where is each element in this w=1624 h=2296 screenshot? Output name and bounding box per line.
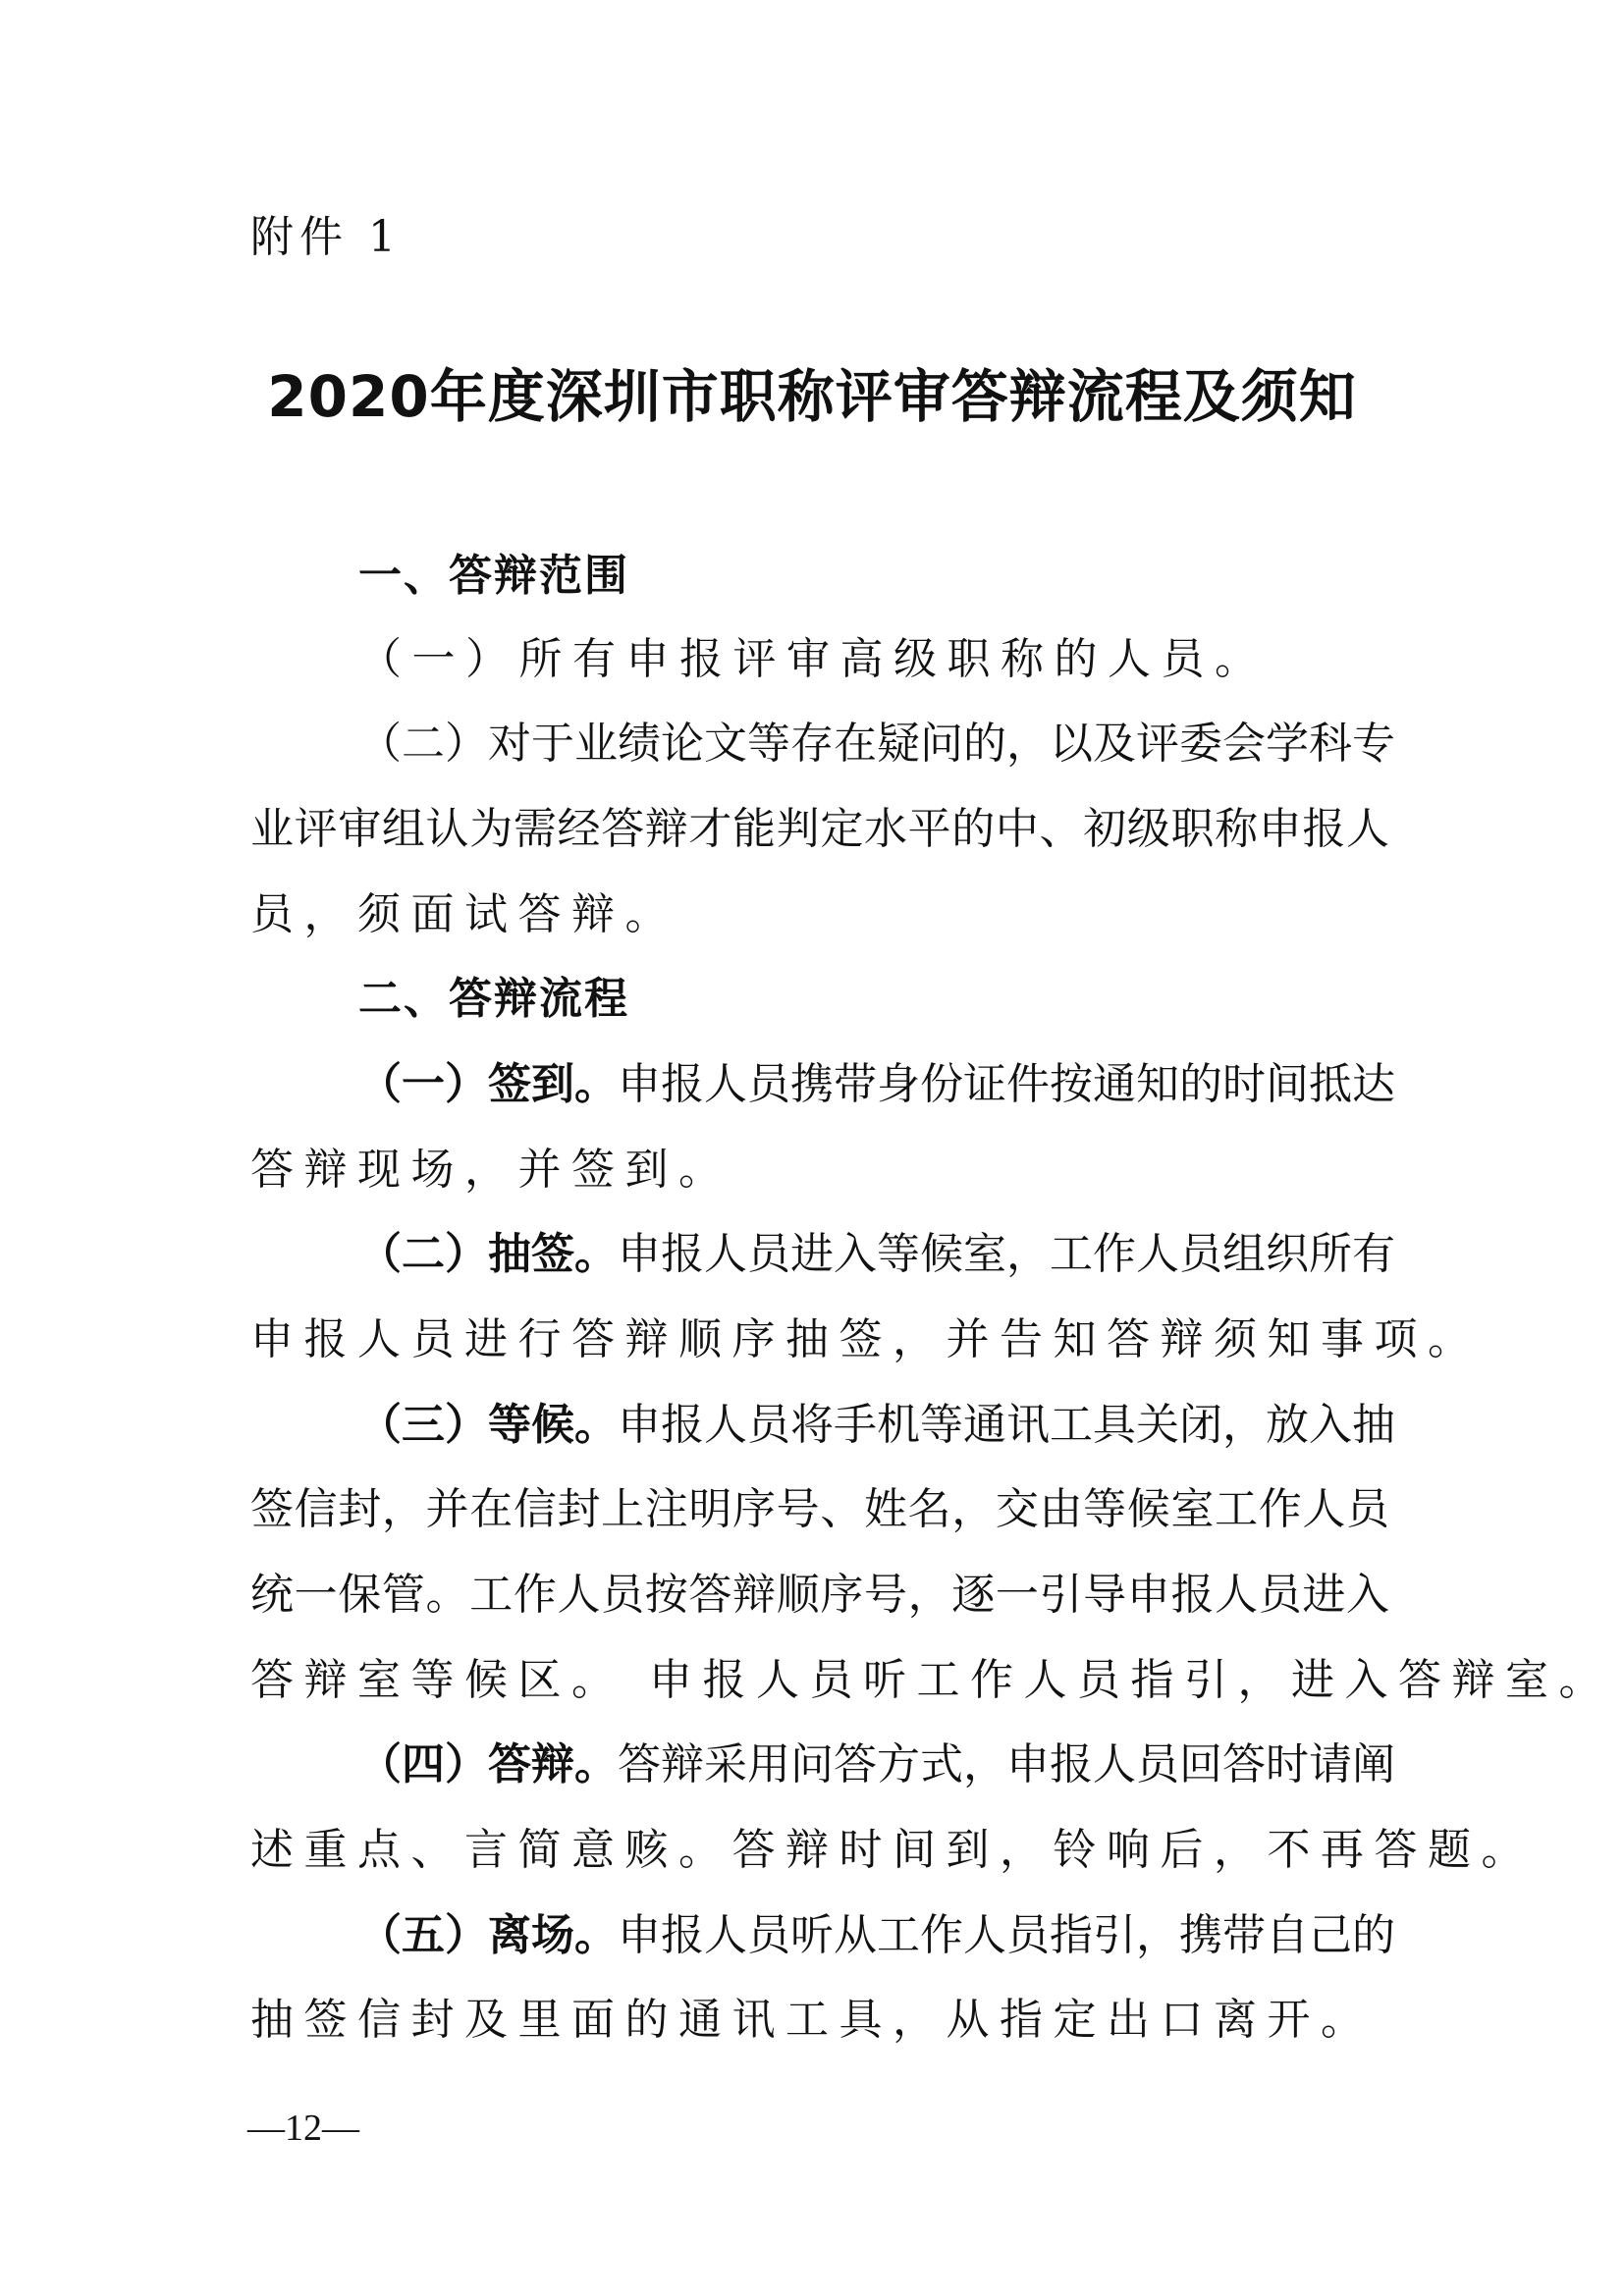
- step-checkin-lead: （一）签到。: [358, 1059, 618, 1109]
- attachment-label: 附件 1: [250, 212, 402, 262]
- step-leave-lead: （五）离场。: [358, 1910, 618, 1960]
- scope-item-2-line-2: 业评审组认为需经答辩才能判定水平的中、初级职称申报人: [250, 804, 1389, 854]
- step-defense-line-1: [358, 1735, 1395, 1794]
- step-waiting-line-1: [358, 1396, 1395, 1455]
- step-checkin-text: 申报人员携带身份证件按通知的时间抵达: [618, 1059, 1395, 1109]
- step-draw-lots-line-2: 申报人员进行答辩顺序抽签，并告知答辩须知事项。: [250, 1314, 1482, 1364]
- step-waiting-text: 申报人员将手机等通讯工具关闭，放入抽: [618, 1400, 1395, 1450]
- step-waiting-lead: （三）等候。: [358, 1400, 618, 1450]
- step-waiting-line-2: 签信封，并在信封上注明序号、姓名，交由等候室工作人员: [250, 1484, 1389, 1534]
- scope-item-2-line-3: 员，须面试答辩。: [250, 889, 678, 939]
- step-waiting-line-4: 答辩室等候区。 申报人员听工作人员指引，进入答辩室。: [250, 1655, 1612, 1705]
- step-checkin-line-1: [358, 1055, 1395, 1114]
- step-defense-line-2: 述重点、言简意赅。答辩时间到，铃响后，不再答题。: [250, 1825, 1535, 1875]
- section-heading-process: 二、答辩流程: [358, 974, 629, 1024]
- step-checkin-line-2: 答辩现场，并签到。: [250, 1145, 732, 1195]
- step-draw-lots-lead: （二）抽签。: [358, 1229, 618, 1279]
- step-leave-line-1: [358, 1906, 1395, 1965]
- step-leave-line-2: 抽签信封及里面的通讯工具，从指定出口离开。: [250, 1995, 1375, 2045]
- section-heading-scope: 一、答辩范围: [358, 551, 629, 601]
- step-leave-text: 申报人员听从工作人员指引，携带自己的: [618, 1910, 1395, 1960]
- step-draw-lots-text: 申报人员进入等候室，工作人员组织所有: [618, 1229, 1395, 1279]
- page-number: —12—: [247, 2108, 359, 2149]
- step-waiting-line-3: 统一保管。工作人员按答辩顺序号，逐一引导申报人员进入: [250, 1570, 1389, 1620]
- scope-item-1-line-1: （一）所有申报评审高级职称的人员。: [358, 634, 1269, 684]
- document-title: 2020年度深圳市职称评审答辩流程及须知: [267, 363, 1357, 430]
- step-defense-lead: （四）答辩。: [358, 1739, 618, 1789]
- step-draw-lots-line-1: [358, 1225, 1395, 1284]
- scope-item-2-line-1: （二）对于业绩论文等存在疑问的，以及评委会学科专: [358, 719, 1395, 769]
- step-defense-text: 答辩采用问答方式，申报人员回答时请阐: [618, 1739, 1395, 1789]
